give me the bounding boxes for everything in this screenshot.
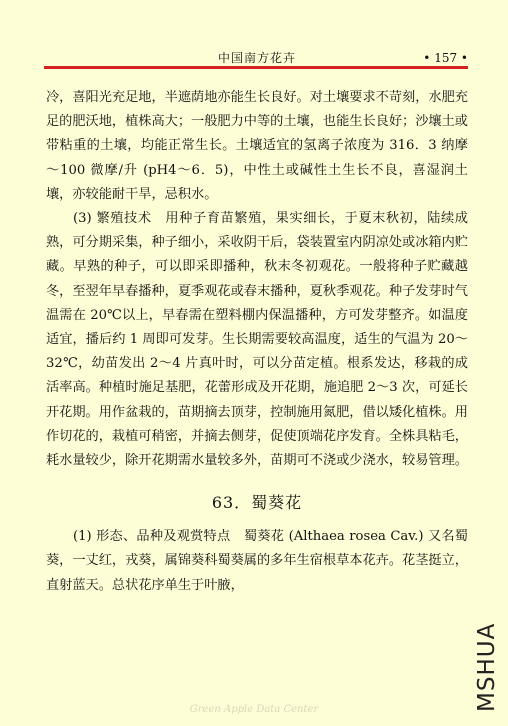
- page-body: [46, 86, 468, 598]
- header-rule: [44, 66, 468, 69]
- footer-watermark: Green Apple Data Center: [189, 704, 319, 715]
- side-watermark: MSHUA: [474, 622, 500, 712]
- page-number: • 157 •: [423, 51, 468, 65]
- book-title: 中国南方花卉: [217, 51, 296, 65]
- paragraph-continued: 冷，喜阳光充足地，半遮荫地亦能生长良好。对土壤要求不苛刻，水肥充足的肥沃地，植株高大；一般肥力中等的土壤，也能生长良好；沙壤土或带粘重的土壤，均能正常生长。土壤适宜的氢离子浓度为 316．3 纳摩～100 微摩/升 (pH4～6．5)，中性土或碱性土生长不良，喜湿润土壤，亦较能耐干旱，忌积水。: [46, 90, 468, 202]
- section-heading: 63．蜀葵花: [211, 493, 303, 513]
- running-header: [46, 50, 468, 66]
- paragraph-morphology: (1) 形态、品种及观赏特点 蜀葵花 (Althaea rosea Cav.) 又名蜀葵，一丈红，戎葵，属锦葵科蜀葵属的多年生宿根草本花卉。花茎挺立，直射蓝天。总状花序单生于叶腋，: [46, 529, 468, 593]
- paragraph-propagation: (3) 繁殖技术 用种子育苗繁殖，果实细长，于夏末秋初，陆续成熟，可分期采集，种子细小，采收阴干后，袋装置室内阴凉处或冰箱内贮藏。早熟的种子，可以即采即播种，秋末冬初观花。一般将种子贮藏越冬，至翌年早春播种，夏季观花或春末播种，夏秋季观花。种子发芽时气温需在 20℃以上，早春需在塑料棚内保温播种，方可发芽整齐。如温度适宜，播后约 1 周即可发芽。生长期需要较高温度，适生的气温为 20～32℃，幼苗发出 2～4 片真叶时，可以分苗定植。根系发达，移栽的成活率高。种植时施足基肥，花蕾形成及开花期，施追肥 2～3 次，可延长开花期。用作盆栽的，苗期摘去顶芽，控制施用氮肥，借以矮化植株。用作切花的，栽植可稍密，并摘去侧芽，促使顶端花序发育。全株具粘毛，耗水量较少，除开花期需水量较多外，苗期可不浇或少浇水，较易管理。: [46, 211, 468, 469]
